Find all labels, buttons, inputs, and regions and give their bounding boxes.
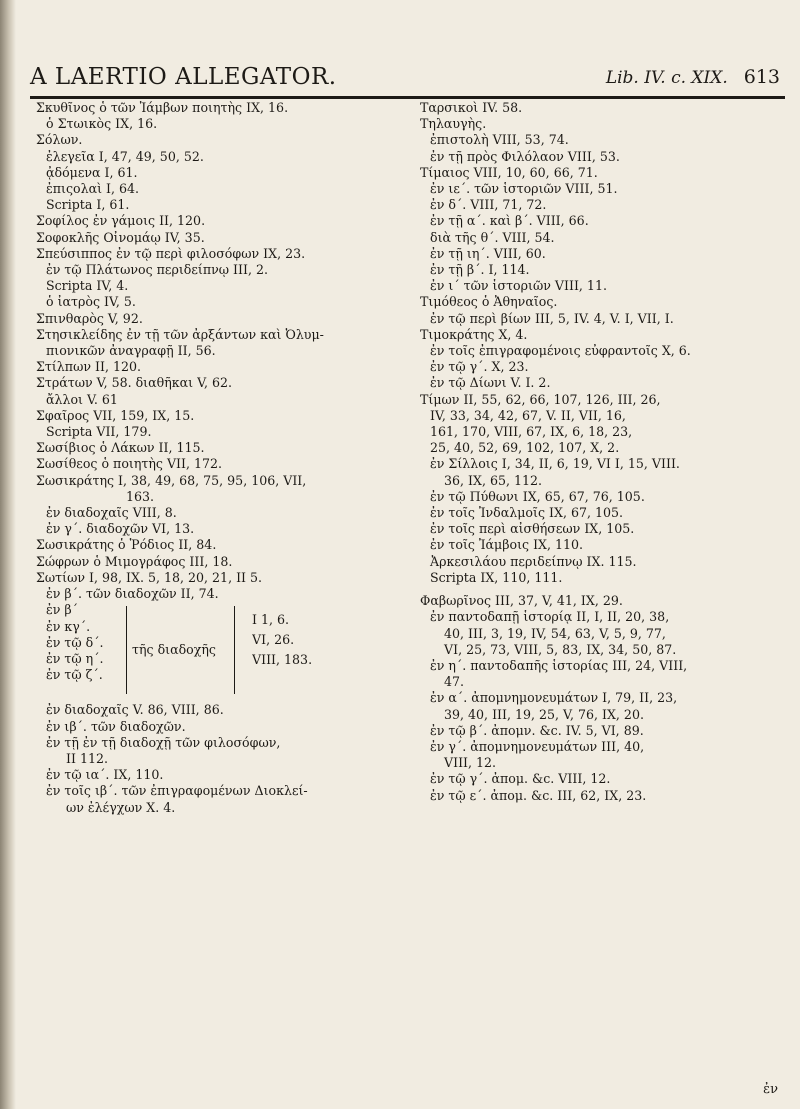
bracket-ref: VI, 26. [252,632,295,648]
header-reference [606,66,780,88]
bracket-ref: VIII, 183. [252,652,313,668]
index-entry: ἐν τῷ περὶ βίων III, 5, IV. 4, V. I, VII, I. [430,310,674,326]
index-entry: Σωτίων I, 98, IX. 5, 18, 20, 21, II 5. [36,569,263,585]
index-entry: ἐν τῇ ἐν τῇ διαδοχῇ τῶν φιλοσόφων, [46,734,281,750]
bracket-ref: I 1, 6. [252,612,290,628]
index-entry: Τιμόθεος ὁ Ἀθηναῖος. [420,294,558,310]
index-entry: Σοφίλος ἐν γάμοις II, 120. [36,213,206,229]
index-entry: ἐν τοῖς ἐπιγραφομένοις εὐφραντοῖς X, 6. [430,343,691,359]
bracket-references [252,610,312,670]
index-entry: ἐν διαδοχαῖς VIII, 8. [46,505,177,521]
index-entry: πιονικῶν ἀναγραφῇ II, 56. [46,343,216,359]
right-column [420,100,792,804]
index-entry: Ἀρκεσιλάου περιδείπνῳ IX. 115. [430,553,637,569]
bracketed-entries [36,602,408,702]
index-entry: ἐν παντοδαπῇ ἱστορίᾳ II, I, II, 20, 38, [430,609,670,625]
header-rule [30,96,785,99]
index-entry: ἄλλοι V. 61 [46,391,118,407]
index-entry: ἐν γ΄. διαδοχῶν VI, 13. [46,521,195,537]
bracket-row: ἐν κγ΄. [46,618,91,634]
page-number: 613 [743,66,780,88]
index-entry: Σπεύσιππος ἐν τῷ περὶ φιλοσόφων IX, 23. [36,245,306,261]
bracket-label: τῆς διαδοχῆς [132,642,216,658]
index-entry: 25, 40, 52, 69, 102, 107, X, 2. [430,440,620,456]
index-entry: ἐπιστολὴ VIII, 53, 74. [430,132,569,148]
index-entry: ἐν διαδοχαῖς V. 86, VIII, 86. [46,702,224,718]
book-chapter-ref: Lib. IV. c. XIX. [605,68,728,88]
index-entry: ἐν τῇ ιη΄. VIII, 60. [430,245,546,261]
index-entry: ἐν τῷ ια΄. IX, 110. [46,767,164,783]
right-brace [234,606,243,694]
index-entry: ἐν η΄. παντοδαπῆς ἱστορίας III, 24, VIII, [430,657,688,673]
index-entry: 36, IX, 65, 112. [444,472,543,488]
index-entry: Σωσίβιος ὁ Λάκων II, 115. [36,440,205,456]
index-entry: Σωσικράτης I, 38, 49, 68, 75, 95, 106, VII, [36,472,307,488]
index-entry: Τίμων II, 55, 62, 66, 107, 126, III, 26, [420,391,661,407]
index-entry: Τηλαυγὴς. [420,116,487,132]
index-entry: ἐν τῷ Δίωνι V. I. 2. [430,375,551,391]
index-entry: ἐν τῷ ε΄. ἀπομ. &c. III, 62, IX, 23. [430,787,647,803]
index-entry: Σοφοκλῆς Οἰνομάῳ IV, 35. [36,229,205,245]
index-entry: Στράτων V, 58. διαθῆκαι V, 62. [36,375,233,391]
bracket-row: ἐν τῷ η΄. [46,650,104,666]
index-entry: ἐν ιβ΄. τῶν διαδοχῶν. [46,718,186,734]
index-entry: II 112. [66,750,108,766]
index-entry: ἐν τῇ πρὸς Φιλόλαον VIII, 53. [430,148,620,164]
index-entry: ἐν β΄. τῶν διαδοχῶν II, 74. [46,586,219,602]
index-entry: ἐν τῷ γ΄. ἀπομ. &c. VIII, 12. [430,771,611,787]
index-entry: Σώφρων ὁ Μιμογράφος III, 18. [36,553,233,569]
index-entry: Στίλπων II, 120. [36,359,141,375]
index-entry: ἐπιςολαὶ I, 64. [46,181,140,197]
bracket-row: ἐν β΄ [46,602,78,618]
left-brace [118,606,127,694]
index-entry: 163. [126,488,155,504]
index-entry: Τιμοκράτης X, 4. [420,326,528,342]
index-entry: ἐν Σίλλοις I, 34, II, 6, 19, VI I, 15, VIII. [430,456,680,472]
index-entry: ᾀδόμενα I, 61. [46,164,138,180]
index-entry: Σκυθῖνος ὁ τῶν Ἰάμβων ποιητὴς IX, 16. [36,100,289,115]
index-entry: ἐν δ΄. VIII, 71, 72. [430,197,547,213]
index-entry: 161, 170, VIII, 67, IX, 6, 18, 23, [430,424,633,440]
index-entry: Σφαῖρος VII, 159, IX, 15. [36,407,195,423]
bracket-row: ἐν τῷ δ΄. [46,634,104,650]
index-entry: ἐν γ΄. ἀπομνημονευμάτων III, 40, [430,738,645,754]
index-entry: 39, 40, III, 19, 25, V, 76, IX, 20. [444,706,644,722]
book-spine [0,0,16,1109]
bracket-row: ἐν τῷ ζ΄. [46,667,103,683]
index-entry: ἐλεγεῖα I, 47, 49, 50, 52. [46,148,204,164]
index-entry: ὁ ἰατρὸς IV, 5. [46,294,136,310]
index-entry: ἐν τοῖς Ἰάμβοις IX, 110. [430,537,584,553]
index-entry: ἐν τῷ Πύθωνι IX, 65, 67, 76, 105. [430,488,645,504]
index-entry: Σόλων. [36,132,83,148]
bracket-rows [46,602,104,683]
index-entry: ἐν τοῖς περὶ αἰσθήσεων IX, 105. [430,521,635,537]
index-entry: IV, 33, 34, 42, 67, V. II, VII, 16, [430,407,626,423]
page-title: A LAERTIO ALLEGATOR. [30,64,337,90]
index-entry: ἐν α΄. ἀπομνημονευμάτων I, 79, II, 23, [430,690,678,706]
catchword: ἐν [763,1082,778,1097]
index-entry: Scripta VII, 179. [46,424,152,440]
index-entry: Ταρσικοὶ IV. 58. [420,100,523,115]
index-entry: VI, 25, 73, VIII, 5, 83, IX, 34, 50, 87. [444,641,677,657]
index-entry: ἐν ι΄ τῶν ἱστοριῶν VIII, 11. [430,278,607,294]
index-entry: Σπινθαρὸς V, 92. [36,310,143,326]
index-entry: ἐν τῷ Πλάτωνος περιδείπνῳ III, 2. [46,262,268,278]
index-entry: Σωσικράτης ὁ Ῥόδιος II, 84. [36,537,217,553]
left-column [36,100,408,816]
index-entry: Στησικλείδης ἐν τῇ τῶν ἀρξάντων καὶ Ὀλυμ- [36,326,324,342]
index-entry: Φαβωρῖνος III, 37, V, 41, IX, 29. [420,593,623,609]
running-header [30,62,780,96]
index-entry: 40, III, 3, 19, IV, 54, 63, V, 5, 9, 77, [444,625,666,641]
index-entry: Scripta I, 61. [46,197,130,213]
index-entry: ἐν τοῖς ιβ΄. τῶν ἐπιγραφομένων Διοκλεί- [46,783,308,799]
index-entry: ων ἐλέγχων X. 4. [66,799,176,815]
index-entry: Scripta IX, 110, 111. [430,569,563,585]
index-entry: ὁ Στωικὸς IX, 16. [46,116,158,132]
index-entry: ἐν τῇ β΄. I, 114. [430,262,530,278]
index-entry: ἐν τῇ α΄. καὶ β΄. VIII, 66. [430,213,589,229]
index-entry: VIII, 12. [444,755,497,771]
index-entry: 47. [444,674,465,690]
index-entry: ἐν τῷ β΄. ἀπομν. &c. IV. 5, VI, 89. [430,722,644,738]
index-entry: Σωσίθεος ὁ ποιητὴς VII, 172. [36,456,223,472]
index-entry: ἐν τοῖς Ἰνδαλμοῖς IX, 67, 105. [430,505,624,521]
index-entry: ἐν ιε΄. τῶν ἱστοριῶν VIII, 51. [430,181,618,197]
index-entry: Τίμαιος VIII, 10, 60, 66, 71. [420,164,598,180]
index-entry: Scripta IV, 4. [46,278,129,294]
index-entry: διὰ τῆς θ΄. VIII, 54. [430,229,555,245]
index-entry: ἐν τῷ γ΄. X, 23. [430,359,529,375]
